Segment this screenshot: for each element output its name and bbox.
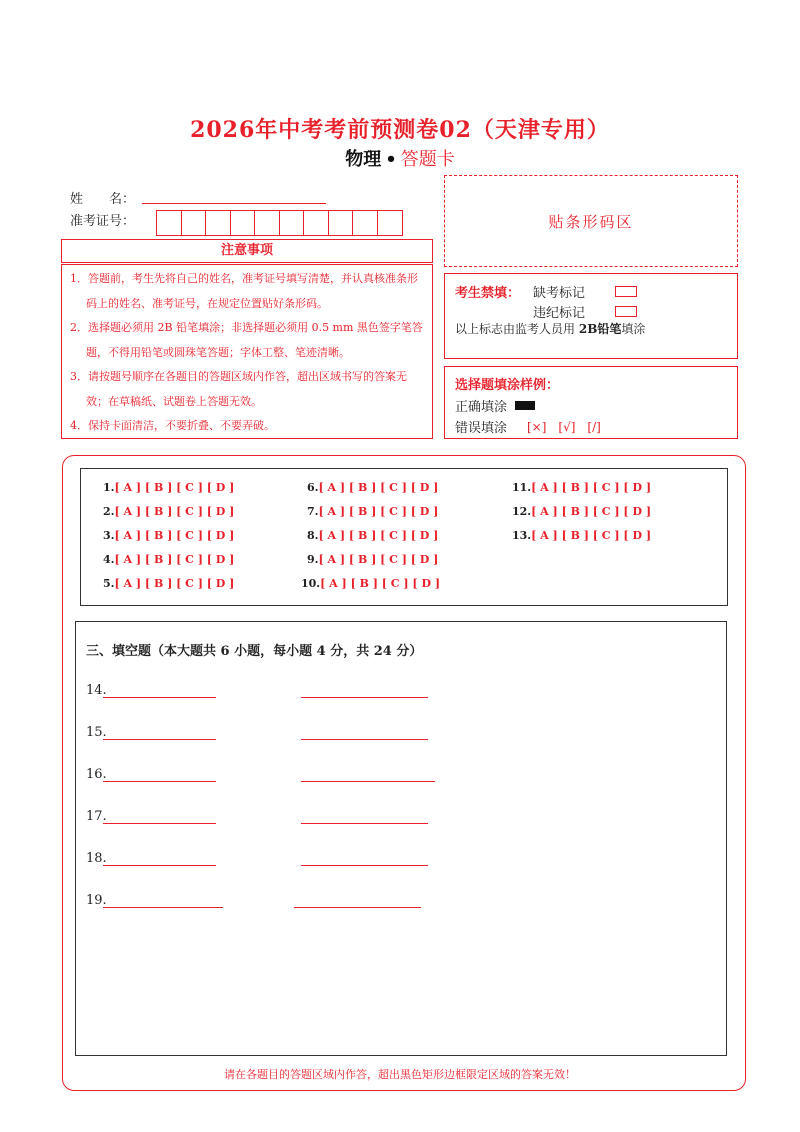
question-number: 5. xyxy=(103,577,115,590)
name-field[interactable] xyxy=(142,203,326,204)
choice-question[interactable] xyxy=(103,529,234,542)
exam-digit-box[interactable] xyxy=(157,211,182,235)
absent-mark-box[interactable] xyxy=(615,286,637,297)
answer-line[interactable] xyxy=(103,697,216,698)
ban-box xyxy=(444,273,738,359)
notice-item: 2．选择题必须用 2B 铅笔填涂；非选择题必须用 0.5 mm 黑色签字笔答题，不得用铅笔或圆珠笔答题；字体工整、笔迹清晰。 xyxy=(70,321,423,359)
question-number: 10. xyxy=(301,577,321,590)
ban-note xyxy=(455,320,645,337)
barcode-label: 贴条形码区 xyxy=(548,212,634,231)
page-title: 2026年中考考前预测卷02（天津专用） xyxy=(190,117,610,143)
answer-options[interactable]: [ A ] [ B ] [ C ] [ D ] xyxy=(114,577,235,590)
question-number: 11. xyxy=(512,481,532,494)
answer-options[interactable]: [ A ] [ B ] [ C ] [ D ] xyxy=(114,481,235,494)
notice-title: 注意事项 xyxy=(61,239,433,263)
fill-question-number: 19. xyxy=(86,893,107,908)
choice-question[interactable] xyxy=(103,505,234,518)
separator-dot: • xyxy=(385,149,397,170)
correct-fill-sample xyxy=(515,401,535,410)
exam-digit-box[interactable] xyxy=(182,211,207,235)
choice-question[interactable] xyxy=(103,577,234,590)
exam-digit-box[interactable] xyxy=(378,211,403,235)
answer-options[interactable]: [ A ] [ B ] [ C ] [ D ] xyxy=(531,505,652,518)
choice-question[interactable] xyxy=(307,529,438,542)
question-number: 12. xyxy=(512,505,532,518)
question-number: 2. xyxy=(103,505,115,518)
ban-note-prefix: 以上标志由监考人员用 xyxy=(455,322,576,336)
fill-question-number: 16. xyxy=(86,767,107,782)
violation-mark-box[interactable] xyxy=(615,306,637,317)
question-number: 6. xyxy=(307,481,319,494)
choice-question[interactable] xyxy=(103,553,234,566)
card-label: 答题卡 xyxy=(400,149,455,170)
question-number: 4. xyxy=(103,553,115,566)
answer-options[interactable]: [ A ] [ B ] [ C ] [ D ] xyxy=(318,505,439,518)
question-number: 3. xyxy=(103,529,115,542)
answer-options[interactable]: [ A ] [ B ] [ C ] [ D ] xyxy=(318,553,439,566)
fill-in-title: 三、填空题（本大题共 6 小题，每小题 4 分，共 24 分） xyxy=(86,644,423,659)
question-number: 1. xyxy=(103,481,115,494)
choice-question[interactable] xyxy=(512,529,651,542)
exam-number-boxes[interactable] xyxy=(156,210,403,236)
fill-question-number: 15. xyxy=(86,725,107,740)
wrong-fill-samples: [×] [√] [/] xyxy=(527,420,601,434)
choice-question[interactable] xyxy=(103,481,234,494)
ban-note-bold: 2B铅笔 xyxy=(578,322,622,336)
question-number: 7. xyxy=(307,505,319,518)
question-number: 9. xyxy=(307,553,319,566)
exam-digit-box[interactable] xyxy=(280,211,305,235)
violation-label: 违纪标记 xyxy=(533,306,586,321)
choice-question[interactable] xyxy=(301,577,440,590)
exam-digit-box[interactable] xyxy=(231,211,256,235)
answer-options[interactable]: [ A ] [ B ] [ C ] [ D ] xyxy=(320,577,441,590)
answer-options[interactable]: [ A ] [ B ] [ C ] [ D ] xyxy=(114,553,235,566)
answer-line[interactable] xyxy=(294,907,421,908)
ban-note-suffix: 填涂 xyxy=(621,322,646,336)
subject-label: 物理 xyxy=(345,149,382,170)
answer-options[interactable]: [ A ] [ B ] [ C ] [ D ] xyxy=(531,481,652,494)
exam-digit-box[interactable] xyxy=(353,211,378,235)
answer-line[interactable] xyxy=(301,781,435,782)
answer-line[interactable] xyxy=(103,907,223,908)
exam-digit-box[interactable] xyxy=(255,211,280,235)
answer-line[interactable] xyxy=(301,823,428,824)
answer-line[interactable] xyxy=(103,823,216,824)
notice-item: 4．保持卡面清洁，不要折叠、不要弄破。 xyxy=(70,419,275,432)
exam-number-label: 准考证号： xyxy=(70,214,136,229)
question-number: 13. xyxy=(512,529,532,542)
answer-options[interactable]: [ A ] [ B ] [ C ] [ D ] xyxy=(318,529,439,542)
answer-options[interactable]: [ A ] [ B ] [ C ] [ D ] xyxy=(114,529,235,542)
notice-item: 3．请按题号顺序在各题目的答题区域内作答，超出区域书写的答案无效；在草稿纸、试题卷上答题无效。 xyxy=(70,370,407,408)
wrong-label: 错误填涂 xyxy=(455,421,508,436)
fill-in-section xyxy=(75,621,727,1056)
choice-question[interactable] xyxy=(307,553,438,566)
ban-title: 考生禁填： xyxy=(455,286,521,301)
choice-question[interactable] xyxy=(307,505,438,518)
answer-line[interactable] xyxy=(301,697,428,698)
exam-digit-box[interactable] xyxy=(329,211,354,235)
fill-question-number: 14. xyxy=(86,683,107,698)
answer-line[interactable] xyxy=(103,739,216,740)
fill-question-number: 17. xyxy=(86,809,107,824)
absent-label: 缺考标记 xyxy=(533,286,586,301)
answer-line[interactable] xyxy=(301,865,428,866)
barcode-area xyxy=(444,175,738,267)
footer-warning: 请在各题目的答题区域内作答，超出黑色矩形边框限定区域的答案无效！ xyxy=(224,1068,576,1081)
name-label: 姓 名： xyxy=(70,192,136,207)
exam-digit-box[interactable] xyxy=(206,211,231,235)
fill-question-number: 18. xyxy=(86,851,107,866)
answer-line[interactable] xyxy=(103,865,216,866)
notice-box xyxy=(61,264,433,439)
answer-options[interactable]: [ A ] [ B ] [ C ] [ D ] xyxy=(318,481,439,494)
choice-question[interactable] xyxy=(307,481,438,494)
correct-label: 正确填涂 xyxy=(455,400,508,415)
answer-line[interactable] xyxy=(103,781,216,782)
answer-line[interactable] xyxy=(301,739,428,740)
exam-digit-box[interactable] xyxy=(304,211,329,235)
choice-question[interactable] xyxy=(512,505,651,518)
sample-title: 选择题填涂样例： xyxy=(455,378,560,393)
notice-item: 1．答题前，考生先将自己的姓名，准考证号填写清楚，并认真核准条形码上的姓名、准考证号，在规定位置贴好条形码。 xyxy=(70,272,418,310)
choice-question[interactable] xyxy=(512,481,651,494)
answer-options[interactable]: [ A ] [ B ] [ C ] [ D ] xyxy=(114,505,235,518)
question-number: 8. xyxy=(307,529,319,542)
answer-options[interactable]: [ A ] [ B ] [ C ] [ D ] xyxy=(531,529,652,542)
page-subtitle xyxy=(0,145,800,171)
sample-box xyxy=(444,366,738,439)
